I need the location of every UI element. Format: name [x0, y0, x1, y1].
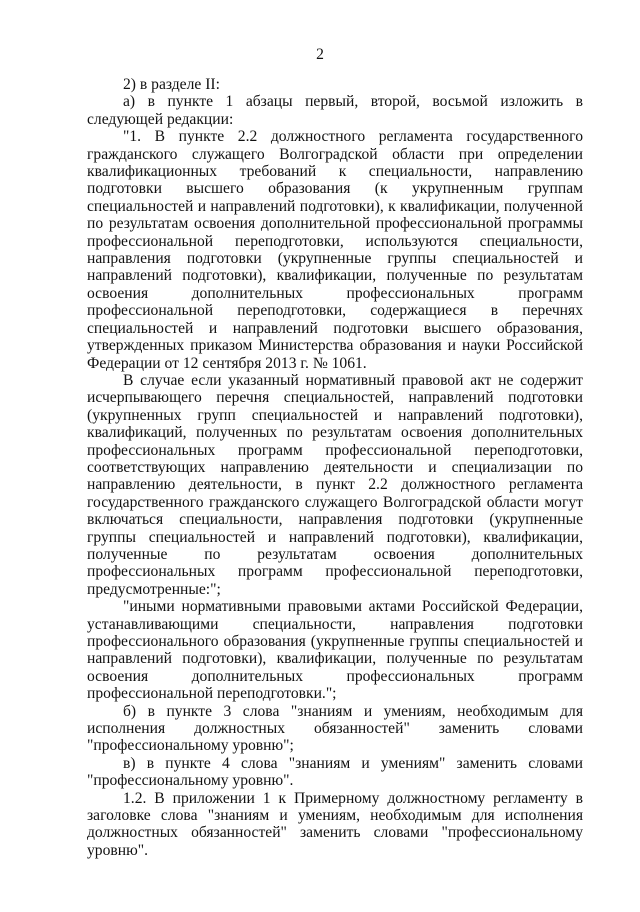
- paragraph: б) в пункте 3 слова "знаниям и умениям, необходимым для исполнения должностных обязанностей" заменить словами "профессиональному уровню";: [87, 702, 583, 755]
- paragraph: 1.2. В приложении 1 к Примерному должностному регламенту в заголовке слова "знаниям и умениям, необходимым для исполнения должностных обязанностей" заменить словами "профессиональному уровню".: [87, 789, 583, 859]
- paragraph: в) в пункте 4 слова "знаниям и умениям" заменить словами "профессиональному уровню".: [87, 754, 583, 790]
- paragraph: "иными нормативными правовыми актами Российской Федерации, устанавливающими специальности, направления подготовки профессионального образования (укрупненные группы специальностей и направлений подготовки), квалификации, полученные по результатам освоения дополнительных профессиональных программ профессиональной переподготовки.";: [87, 598, 583, 703]
- page-number: 2: [316, 46, 324, 63]
- paragraph: 2) в разделе II:: [123, 76, 220, 93]
- paragraph: "1. В пункте 2.2 должностного регламента государственного гражданского служащего Волгоградской области при определении квалификационных требований к специальности, направлению подготовки высшего образования (к укрупненным группам специальностей и направлений подготовки), к квалификации, полученной по результатам освоения дополнительной профессиональной программы профессиональной переподготовки, используются специальности, направления подготовки (укрупненные группы специальностей и направлений подготовки), квалификации, полученные по результатам освоения дополнительных профессиональных программ профессиональной переподготовки, содержащиеся в перечнях специальностей и направлений подготовки высшего образования, утвержденных приказом Министерства образования и науки Российской Федерации от 12 сентября 2013 г. № 1061.: [87, 128, 583, 372]
- paragraph: В случае если указанный нормативный правовой акт не содержит исчерпывающего перечня специальностей, направлений подготовки (укрупненных групп специальностей и направлений подготовки), квалификаций, полученных по результатам освоения дополнительных профессиональных программ профессиональной переподготовки, соответствующих направлению деятельности и специализации по направлению деятельности, в пункт 2.2 должностного регламента государственного гражданского служащего Волгоградской области могут включаться специальности, направления подготовки (укрупненные группы специальностей и направлений подготовки), квалификации, полученные по результатам освоения дополнительных профессиональных программ профессиональной переподготовки, предусмотренные:";: [87, 371, 583, 598]
- document-body: [87, 76, 583, 859]
- paragraph: а) в пункте 1 абзацы первый, второй, восьмой изложить в следующей редакции:: [87, 93, 583, 128]
